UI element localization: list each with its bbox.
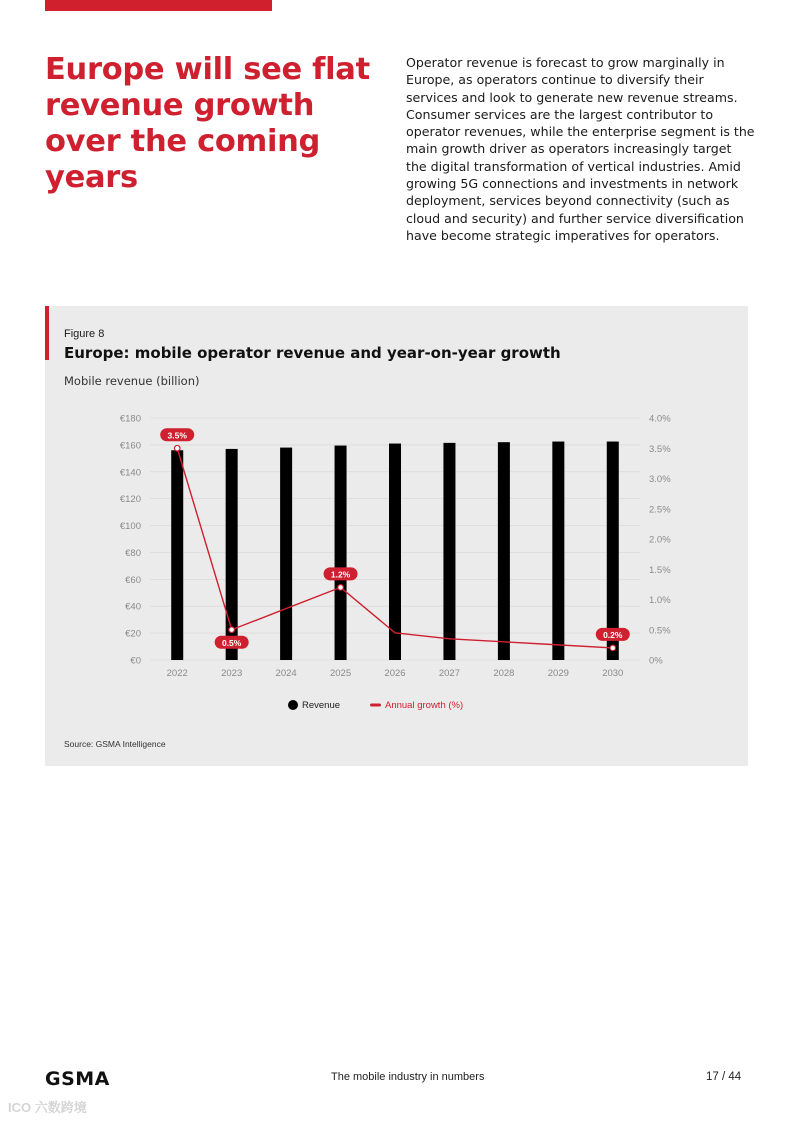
revenue-bar	[280, 448, 292, 660]
intro-paragraph: Operator revenue is forecast to grow marginally in Europe, as operators continue to diversify their services and look to generate new revenue streams. Consumer services are the largest contributor to operator revenues, while the enterprise segment is the main growth driver as operators increasingly target the digital transformation of vertical industries. Amid growing 5G connections and investments in network deployment, services beyond connectivity (such as cloud and security) and further service diversification have become strategic imperatives for operators.	[406, 55, 755, 243]
x-axis-tick-label: 2024	[275, 668, 297, 679]
left-axis-tick-label: €40	[125, 601, 141, 613]
right-axis-tick-label: 3.5%	[649, 443, 671, 455]
revenue-bar	[607, 442, 619, 660]
growth-data-label: 3.5%	[167, 430, 187, 441]
page-number: 17 / 44	[706, 1071, 742, 1083]
left-axis-tick-label: €180	[119, 413, 141, 425]
x-axis-tick-label: 2028	[493, 668, 515, 679]
left-axis-tick-label: €0	[130, 655, 141, 667]
right-axis-tick-label: 4.0%	[649, 413, 671, 425]
watermark-logo: ICO 六数跨境	[8, 1100, 87, 1115]
revenue-bar	[335, 446, 347, 660]
left-axis-tick-label: €100	[119, 521, 141, 533]
left-axis-tick-label: €160	[119, 440, 141, 452]
revenue-bar	[389, 444, 401, 660]
legend-growth-label: Annual growth (%)	[385, 700, 464, 711]
top-accent-bar	[45, 0, 272, 11]
revenue-bar	[443, 443, 455, 660]
figure-subtitle: Mobile revenue (billion)	[64, 374, 200, 388]
right-axis-tick-label: 1.0%	[649, 595, 671, 606]
growth-point-marker	[338, 585, 344, 591]
growth-point-marker	[610, 645, 616, 651]
left-axis-tick-label: €80	[125, 547, 141, 559]
growth-data-label: 0.5%	[221, 637, 242, 648]
right-axis-tick-label: 3.0%	[649, 474, 671, 485]
footer-title: The mobile industry in numbers	[331, 1071, 485, 1083]
x-axis-tick-label: 2025	[329, 668, 352, 679]
left-axis-tick-label: €120	[119, 494, 141, 506]
x-axis-tick-label: 2027	[438, 668, 461, 679]
x-axis-tick-label: 2026	[384, 668, 406, 679]
growth-data-label: 0.2%	[603, 629, 623, 640]
right-axis-tick-label: 0%	[649, 655, 663, 667]
right-axis-tick-label: 2.0%	[649, 534, 671, 546]
legend-revenue-swatch	[288, 700, 298, 710]
legend-revenue-label: Revenue	[302, 700, 341, 711]
figure-title: Europe: mobile operator revenue and year-on-year growth	[64, 344, 561, 362]
revenue-bar	[498, 442, 510, 660]
right-axis-tick-label: 1.5%	[649, 564, 671, 576]
figure-label: Figure 8	[64, 328, 105, 340]
growth-data-label: 1.2%	[330, 569, 351, 580]
x-axis-tick-label: 2030	[602, 668, 624, 679]
x-axis-tick-label: 2022	[166, 668, 188, 679]
revenue-bar	[552, 442, 564, 660]
revenue-bar	[171, 450, 183, 660]
page-headline: Europe will see flat revenue growth over the coming years	[45, 52, 370, 195]
right-axis-tick-label: 0.5%	[649, 625, 671, 637]
growth-point-marker	[174, 445, 180, 451]
left-axis-tick-label: €140	[119, 467, 141, 479]
left-axis-tick-label: €60	[125, 574, 141, 586]
growth-point-marker	[229, 627, 235, 633]
right-axis-tick-label: 2.5%	[649, 504, 671, 516]
x-axis-tick-label: 2023	[221, 668, 243, 679]
gsma-logo: GSMA	[45, 1068, 110, 1090]
legend-growth-swatch	[370, 704, 381, 707]
x-axis-tick-label: 2029	[547, 668, 569, 679]
revenue-growth-chart	[45, 306, 748, 736]
figure-source: Source: GSMA Intelligence	[64, 739, 166, 749]
left-axis-tick-label: €20	[125, 628, 141, 640]
